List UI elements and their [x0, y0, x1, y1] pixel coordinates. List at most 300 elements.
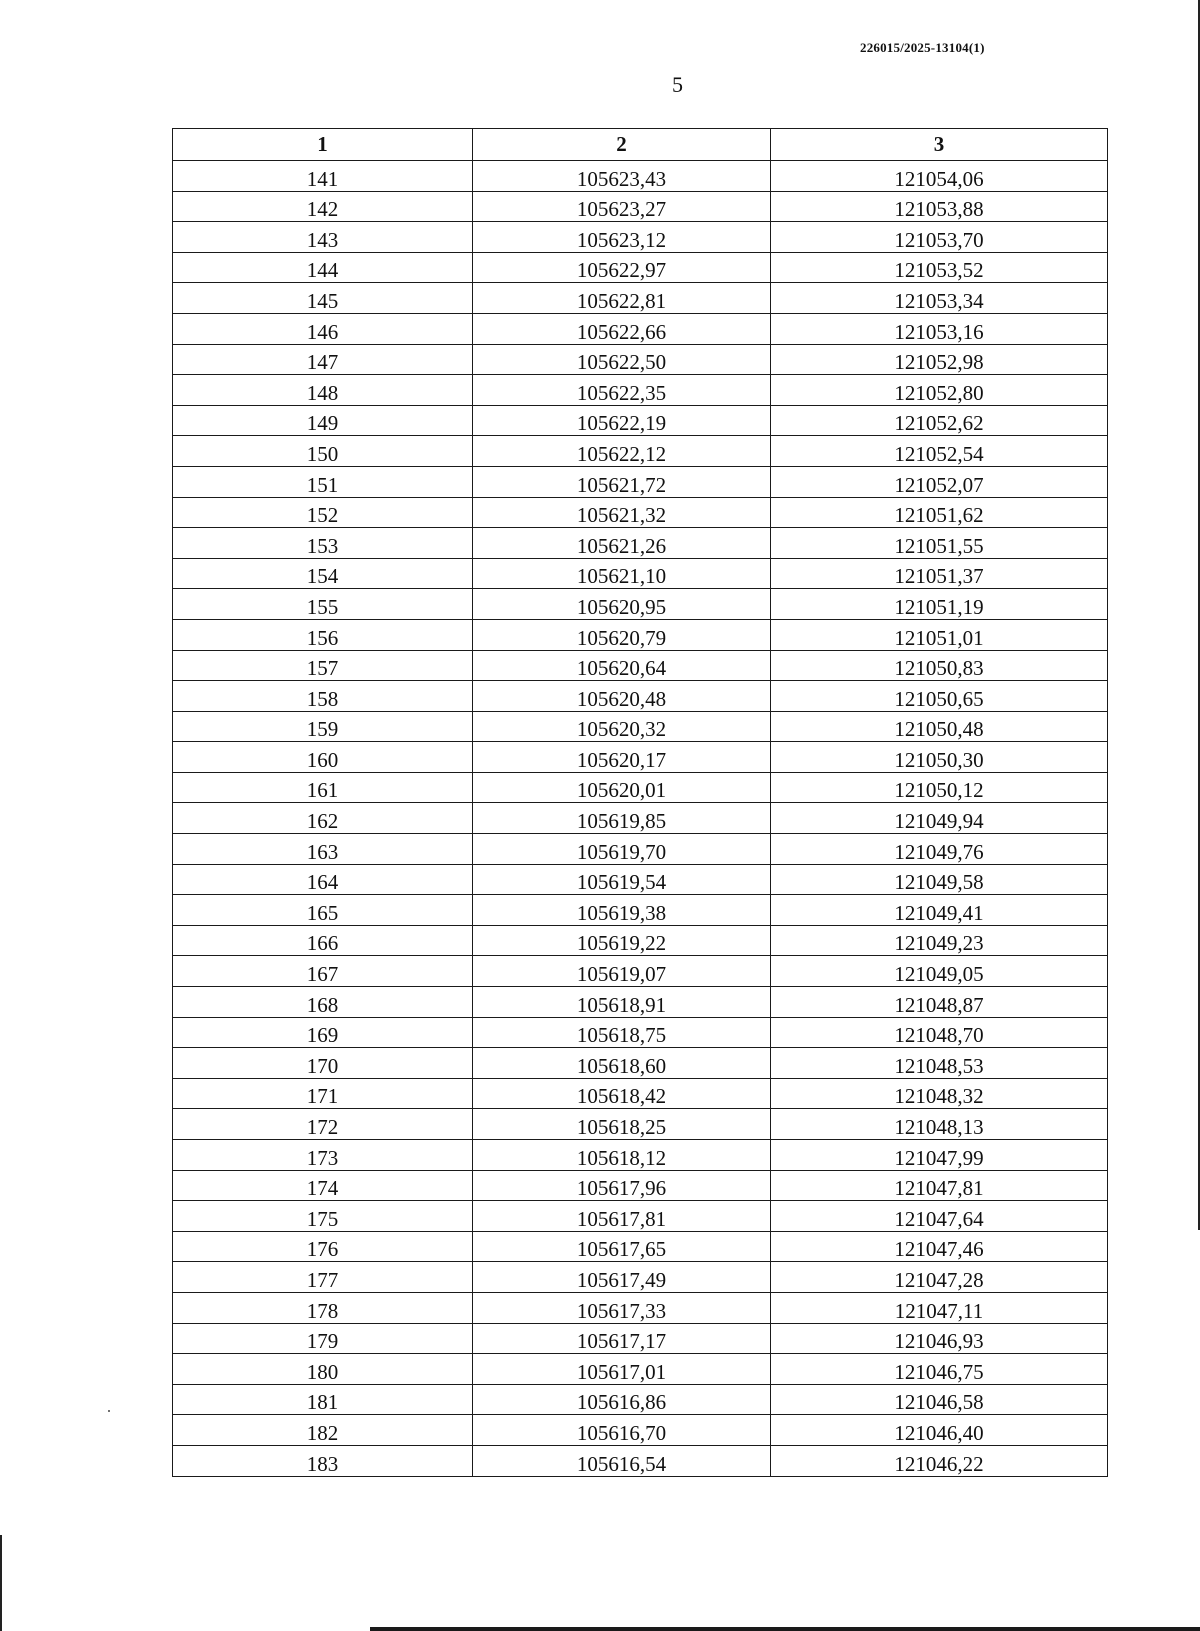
point-number-value: 160: [306, 747, 339, 772]
point-number-cell: [173, 436, 473, 467]
y-coordinate-cell: [771, 313, 1108, 344]
y-coordinate-cell: [771, 589, 1108, 620]
point-number-cell: [173, 742, 473, 773]
point-number-value: 174: [306, 1176, 339, 1201]
x-coordinate-value: 105622,81: [576, 288, 667, 313]
x-coordinate-cell: [473, 1078, 771, 1109]
x-coordinate-value: 105617,49: [576, 1267, 667, 1292]
point-number-value: 169: [306, 1023, 339, 1048]
y-coordinate-value: 121049,76: [894, 839, 984, 864]
point-number-cell: [173, 1323, 473, 1354]
x-coordinate-cell: [473, 1384, 771, 1415]
point-number-cell: [173, 834, 473, 865]
x-coordinate-value: 105618,25: [576, 1115, 667, 1139]
x-coordinate-cell: [473, 864, 771, 895]
point-number-cell: [173, 344, 473, 375]
page-number: 5: [672, 72, 683, 97]
y-coordinate-value: 121053,52: [894, 258, 984, 283]
y-coordinate-cell: [771, 558, 1108, 589]
table-row: [173, 1109, 1108, 1140]
x-coordinate-value: 105620,95: [576, 594, 667, 619]
x-coordinate-cell: [473, 1262, 771, 1293]
point-number-cell: [173, 1048, 473, 1079]
point-number-cell: [173, 987, 473, 1018]
point-number-value: 168: [306, 992, 339, 1017]
table-row: [173, 436, 1108, 467]
y-coordinate-value: 121048,87: [894, 992, 984, 1017]
y-coordinate-value: 121049,05: [894, 962, 984, 987]
y-coordinate-cell: [771, 222, 1108, 253]
x-coordinate-value: 105620,48: [576, 686, 667, 711]
x-coordinate-value: 105622,35: [576, 380, 667, 405]
table-row: [173, 1078, 1108, 1109]
point-number-cell: [173, 1170, 473, 1201]
y-coordinate-cell: [771, 466, 1108, 497]
y-coordinate-value: 121051,37: [894, 564, 984, 589]
point-number-value: 167: [306, 962, 339, 987]
y-coordinate-value: 121047,46: [894, 1237, 984, 1262]
column-header-3: 3: [771, 129, 1108, 161]
x-coordinate-value: 105620,32: [576, 717, 667, 742]
x-coordinate-cell: [473, 558, 771, 589]
x-coordinate-value: 105617,33: [576, 1298, 667, 1323]
point-number-value: 176: [306, 1237, 339, 1262]
x-coordinate-value: 105620,01: [576, 778, 667, 803]
x-coordinate-cell: [473, 1323, 771, 1354]
y-coordinate-cell: [771, 1170, 1108, 1201]
x-coordinate-cell: [473, 1354, 771, 1385]
y-coordinate-cell: [771, 344, 1108, 375]
point-number-cell: [173, 528, 473, 559]
x-coordinate-cell: [473, 1415, 771, 1446]
point-number-value: 158: [306, 686, 339, 711]
y-coordinate-cell: [771, 956, 1108, 987]
table-row: [173, 1231, 1108, 1262]
table-row: [173, 558, 1108, 589]
point-number-cell: [173, 1415, 473, 1446]
x-coordinate-value: 105621,10: [576, 564, 667, 589]
point-number-value: 165: [306, 900, 339, 925]
y-coordinate-cell: [771, 1201, 1108, 1232]
table-row: [173, 497, 1108, 528]
x-coordinate-value: 105619,07: [576, 962, 667, 987]
point-number-value: 155: [306, 594, 339, 619]
y-coordinate-value: 121052,80: [894, 380, 984, 405]
table-row: [173, 1262, 1108, 1293]
x-coordinate-value: 105616,54: [576, 1451, 667, 1476]
y-coordinate-cell: [771, 161, 1108, 192]
x-coordinate-value: 105622,19: [576, 411, 667, 436]
y-coordinate-value: 121053,16: [894, 319, 984, 344]
point-number-value: 164: [306, 870, 339, 895]
table-row: [173, 283, 1108, 314]
x-coordinate-cell: [473, 1109, 771, 1140]
x-coordinate-cell: [473, 497, 771, 528]
y-coordinate-cell: [771, 711, 1108, 742]
table-row: [173, 1384, 1108, 1415]
point-number-cell: [173, 313, 473, 344]
point-number-value: 181: [306, 1390, 339, 1415]
table-row: [173, 1017, 1108, 1048]
scan-edge-mark-left: [0, 1535, 2, 1631]
y-coordinate-cell: [771, 803, 1108, 834]
x-coordinate-value: 105620,79: [576, 625, 667, 650]
point-number-cell: [173, 1201, 473, 1232]
table-row: [173, 1292, 1108, 1323]
point-number-value: 163: [306, 839, 339, 864]
point-number-value: 182: [306, 1420, 339, 1445]
y-coordinate-cell: [771, 252, 1108, 283]
x-coordinate-cell: [473, 711, 771, 742]
y-coordinate-cell: [771, 987, 1108, 1018]
x-coordinate-cell: [473, 742, 771, 773]
x-coordinate-cell: [473, 436, 771, 467]
x-coordinate-value: 105619,22: [576, 931, 667, 956]
point-number-value: 149: [306, 411, 339, 436]
point-number-cell: [173, 1292, 473, 1323]
x-coordinate-cell: [473, 987, 771, 1018]
y-coordinate-cell: [771, 528, 1108, 559]
x-coordinate-value: 105620,17: [576, 747, 667, 772]
point-number-cell: [173, 803, 473, 834]
point-number-value: 143: [306, 227, 339, 252]
y-coordinate-value: 121048,32: [894, 1084, 984, 1109]
x-coordinate-value: 105618,12: [576, 1145, 667, 1170]
x-coordinate-value: 105622,12: [576, 441, 667, 466]
y-coordinate-cell: [771, 772, 1108, 803]
table-row: [173, 252, 1108, 283]
table-row: [173, 711, 1108, 742]
y-coordinate-value: 121051,01: [894, 625, 984, 650]
x-coordinate-value: 105622,97: [576, 258, 667, 283]
y-coordinate-value: 121051,19: [894, 594, 984, 619]
point-number-cell: [173, 558, 473, 589]
point-number-value: 141: [306, 166, 339, 191]
point-number-value: 161: [306, 778, 339, 803]
table-row: [173, 619, 1108, 650]
table-row: [173, 987, 1108, 1018]
y-coordinate-cell: [771, 650, 1108, 681]
x-coordinate-cell: [473, 344, 771, 375]
table-header-row: [173, 129, 1108, 161]
y-coordinate-cell: [771, 834, 1108, 865]
x-coordinate-cell: [473, 772, 771, 803]
point-number-value: 159: [306, 717, 339, 742]
point-number-cell: [173, 1445, 473, 1476]
point-number-value: 178: [306, 1298, 339, 1323]
x-coordinate-value: 105616,70: [576, 1420, 667, 1445]
point-number-cell: [173, 1384, 473, 1415]
point-number-value: 146: [306, 319, 339, 344]
point-number-value: 153: [306, 533, 339, 558]
y-coordinate-cell: [771, 405, 1108, 436]
y-coordinate-value: 121050,83: [894, 656, 984, 681]
point-number-value: 157: [306, 656, 339, 681]
x-coordinate-value: 105617,01: [576, 1359, 667, 1384]
y-coordinate-value: 121054,06: [894, 166, 984, 191]
scan-edge-mark-bottom: [370, 1627, 1200, 1631]
y-coordinate-value: 121051,55: [894, 533, 984, 558]
point-number-cell: [173, 497, 473, 528]
x-coordinate-value: 105620,64: [576, 656, 667, 681]
x-coordinate-value: 105621,26: [576, 533, 667, 558]
point-number-cell: [173, 956, 473, 987]
x-coordinate-cell: [473, 405, 771, 436]
y-coordinate-cell: [771, 191, 1108, 222]
y-coordinate-cell: [771, 1292, 1108, 1323]
table-row: [173, 191, 1108, 222]
x-coordinate-cell: [473, 528, 771, 559]
table-row: [173, 895, 1108, 926]
point-number-value: 147: [306, 350, 339, 375]
x-coordinate-cell: [473, 895, 771, 926]
x-coordinate-cell: [473, 222, 771, 253]
y-coordinate-value: 121047,99: [894, 1145, 984, 1170]
x-coordinate-cell: [473, 834, 771, 865]
x-coordinate-cell: [473, 191, 771, 222]
y-coordinate-value: 121053,70: [894, 227, 984, 252]
point-number-value: 144: [306, 258, 339, 283]
point-number-value: 179: [306, 1329, 339, 1354]
y-coordinate-value: 121050,30: [894, 747, 984, 772]
point-number-cell: [173, 283, 473, 314]
y-coordinate-cell: [771, 1262, 1108, 1293]
x-coordinate-cell: [473, 313, 771, 344]
point-number-value: 142: [306, 197, 339, 222]
y-coordinate-cell: [771, 925, 1108, 956]
y-coordinate-cell: [771, 1323, 1108, 1354]
x-coordinate-value: 105618,60: [576, 1053, 667, 1078]
point-number-cell: [173, 1017, 473, 1048]
y-coordinate-value: 121049,41: [894, 900, 984, 925]
table-row: [173, 344, 1108, 375]
x-coordinate-cell: [473, 1292, 771, 1323]
x-coordinate-value: 105621,72: [576, 472, 667, 497]
point-number-value: 171: [306, 1084, 339, 1109]
x-coordinate-cell: [473, 283, 771, 314]
x-coordinate-value: 105619,54: [576, 870, 667, 895]
x-coordinate-value: 105618,91: [576, 992, 667, 1017]
table-row: [173, 956, 1108, 987]
table-row: [173, 1354, 1108, 1385]
point-number-cell: [173, 1109, 473, 1140]
table-row: [173, 681, 1108, 712]
y-coordinate-value: 121047,81: [894, 1176, 984, 1201]
point-number-cell: [173, 619, 473, 650]
x-coordinate-cell: [473, 619, 771, 650]
point-number-value: 154: [306, 564, 339, 589]
x-coordinate-value: 105618,75: [576, 1023, 667, 1048]
column-header-1: 1: [173, 129, 473, 161]
table-row: [173, 405, 1108, 436]
y-coordinate-cell: [771, 375, 1108, 406]
y-coordinate-value: 121053,88: [894, 197, 984, 222]
y-coordinate-cell: [771, 1384, 1108, 1415]
point-number-cell: [173, 1078, 473, 1109]
scan-speck: [108, 1410, 110, 1412]
x-coordinate-cell: [473, 1445, 771, 1476]
point-number-value: 166: [306, 931, 339, 956]
point-number-cell: [173, 589, 473, 620]
y-coordinate-cell: [771, 1140, 1108, 1171]
y-coordinate-cell: [771, 895, 1108, 926]
x-coordinate-cell: [473, 466, 771, 497]
y-coordinate-value: 121052,54: [894, 441, 984, 466]
point-number-cell: [173, 1262, 473, 1293]
point-number-value: 172: [306, 1115, 339, 1139]
x-coordinate-value: 105621,32: [576, 503, 667, 528]
y-coordinate-value: 121050,48: [894, 717, 984, 742]
table-row: [173, 772, 1108, 803]
point-number-cell: [173, 772, 473, 803]
table-row: [173, 864, 1108, 895]
y-coordinate-value: 121046,93: [894, 1329, 984, 1354]
table-row: [173, 528, 1108, 559]
x-coordinate-value: 105623,12: [576, 227, 667, 252]
x-coordinate-value: 105616,86: [576, 1390, 667, 1415]
point-number-cell: [173, 925, 473, 956]
y-coordinate-value: 121046,22: [894, 1451, 984, 1476]
y-coordinate-value: 121052,07: [894, 472, 984, 497]
x-coordinate-value: 105617,65: [576, 1237, 667, 1262]
y-coordinate-cell: [771, 864, 1108, 895]
point-number-value: 183: [306, 1451, 339, 1476]
point-number-cell: [173, 711, 473, 742]
x-coordinate-cell: [473, 650, 771, 681]
point-number-cell: [173, 375, 473, 406]
point-number-cell: [173, 895, 473, 926]
y-coordinate-cell: [771, 1078, 1108, 1109]
y-coordinate-value: 121048,70: [894, 1023, 984, 1048]
y-coordinate-cell: [771, 1415, 1108, 1446]
x-coordinate-cell: [473, 1140, 771, 1171]
y-coordinate-value: 121046,75: [894, 1359, 984, 1384]
x-coordinate-cell: [473, 803, 771, 834]
table-row: [173, 313, 1108, 344]
table-row: [173, 1170, 1108, 1201]
x-coordinate-cell: [473, 956, 771, 987]
point-number-value: 177: [306, 1267, 339, 1292]
point-number-cell: [173, 252, 473, 283]
table-row: [173, 161, 1108, 192]
y-coordinate-value: 121049,23: [894, 931, 984, 956]
y-coordinate-value: 121049,58: [894, 870, 984, 895]
x-coordinate-cell: [473, 1231, 771, 1262]
point-number-cell: [173, 1140, 473, 1171]
point-number-cell: [173, 161, 473, 192]
y-coordinate-cell: [771, 1354, 1108, 1385]
y-coordinate-cell: [771, 1231, 1108, 1262]
x-coordinate-cell: [473, 1201, 771, 1232]
y-coordinate-value: 121047,28: [894, 1267, 984, 1292]
point-number-value: 173: [306, 1145, 339, 1170]
x-coordinate-value: 105622,50: [576, 350, 667, 375]
y-coordinate-cell: [771, 497, 1108, 528]
x-coordinate-cell: [473, 375, 771, 406]
x-coordinate-cell: [473, 1048, 771, 1079]
x-coordinate-value: 105622,66: [576, 319, 667, 344]
point-number-value: 151: [306, 472, 339, 497]
point-number-cell: [173, 466, 473, 497]
table-row: [173, 834, 1108, 865]
point-number-value: 180: [306, 1359, 339, 1384]
table-row: [173, 1201, 1108, 1232]
column-header-2: 2: [473, 129, 771, 161]
y-coordinate-value: 121047,11: [894, 1298, 984, 1323]
point-number-cell: [173, 864, 473, 895]
table-row: [173, 1415, 1108, 1446]
x-coordinate-value: 105617,81: [576, 1206, 667, 1231]
x-coordinate-value: 105619,70: [576, 839, 667, 864]
y-coordinate-value: 121046,58: [894, 1390, 984, 1415]
point-number-cell: [173, 1231, 473, 1262]
x-coordinate-cell: [473, 161, 771, 192]
point-number-value: 162: [306, 809, 339, 834]
table-row: [173, 222, 1108, 253]
y-coordinate-value: 121050,65: [894, 686, 984, 711]
table-row: [173, 589, 1108, 620]
x-coordinate-cell: [473, 1170, 771, 1201]
point-number-value: 148: [306, 380, 339, 405]
x-coordinate-value: 105618,42: [576, 1084, 667, 1109]
point-number-value: 150: [306, 441, 339, 466]
document-id: 226015/2025-13104(1): [860, 40, 985, 55]
x-coordinate-value: 105617,17: [576, 1329, 667, 1354]
y-coordinate-value: 121052,62: [894, 411, 984, 436]
x-coordinate-value: 105619,85: [576, 809, 667, 834]
table-row: [173, 1323, 1108, 1354]
y-coordinate-cell: [771, 1445, 1108, 1476]
y-coordinate-cell: [771, 1017, 1108, 1048]
point-number-value: 175: [306, 1206, 339, 1231]
point-number-cell: [173, 681, 473, 712]
table-row: [173, 466, 1108, 497]
y-coordinate-cell: [771, 742, 1108, 773]
y-coordinate-value: 121048,13: [894, 1115, 984, 1139]
point-number-value: 145: [306, 288, 339, 313]
y-coordinate-cell: [771, 436, 1108, 467]
x-coordinate-cell: [473, 1017, 771, 1048]
x-coordinate-value: 105623,27: [576, 197, 667, 222]
y-coordinate-cell: [771, 1109, 1108, 1140]
y-coordinate-cell: [771, 681, 1108, 712]
x-coordinate-value: 105623,43: [576, 166, 667, 191]
point-number-value: 170: [306, 1053, 339, 1078]
table-row: [173, 925, 1108, 956]
table-row: [173, 1048, 1108, 1079]
y-coordinate-value: 121046,40: [894, 1420, 984, 1445]
point-number-value: 152: [306, 503, 339, 528]
x-coordinate-cell: [473, 681, 771, 712]
point-number-cell: [173, 650, 473, 681]
coordinates-table: [172, 128, 1108, 1477]
y-coordinate-value: 121049,94: [894, 809, 984, 834]
table-row: [173, 1445, 1108, 1476]
point-number-cell: [173, 191, 473, 222]
table-row: [173, 650, 1108, 681]
table-row: [173, 375, 1108, 406]
y-coordinate-value: 121050,12: [894, 778, 984, 803]
y-coordinate-value: 121052,98: [894, 350, 984, 375]
x-coordinate-cell: [473, 252, 771, 283]
point-number-value: 156: [306, 625, 339, 650]
point-number-cell: [173, 405, 473, 436]
y-coordinate-cell: [771, 619, 1108, 650]
y-coordinate-value: 121051,62: [894, 503, 984, 528]
x-coordinate-value: 105619,38: [576, 900, 667, 925]
table-row: [173, 803, 1108, 834]
y-coordinate-value: 121047,64: [894, 1206, 984, 1231]
